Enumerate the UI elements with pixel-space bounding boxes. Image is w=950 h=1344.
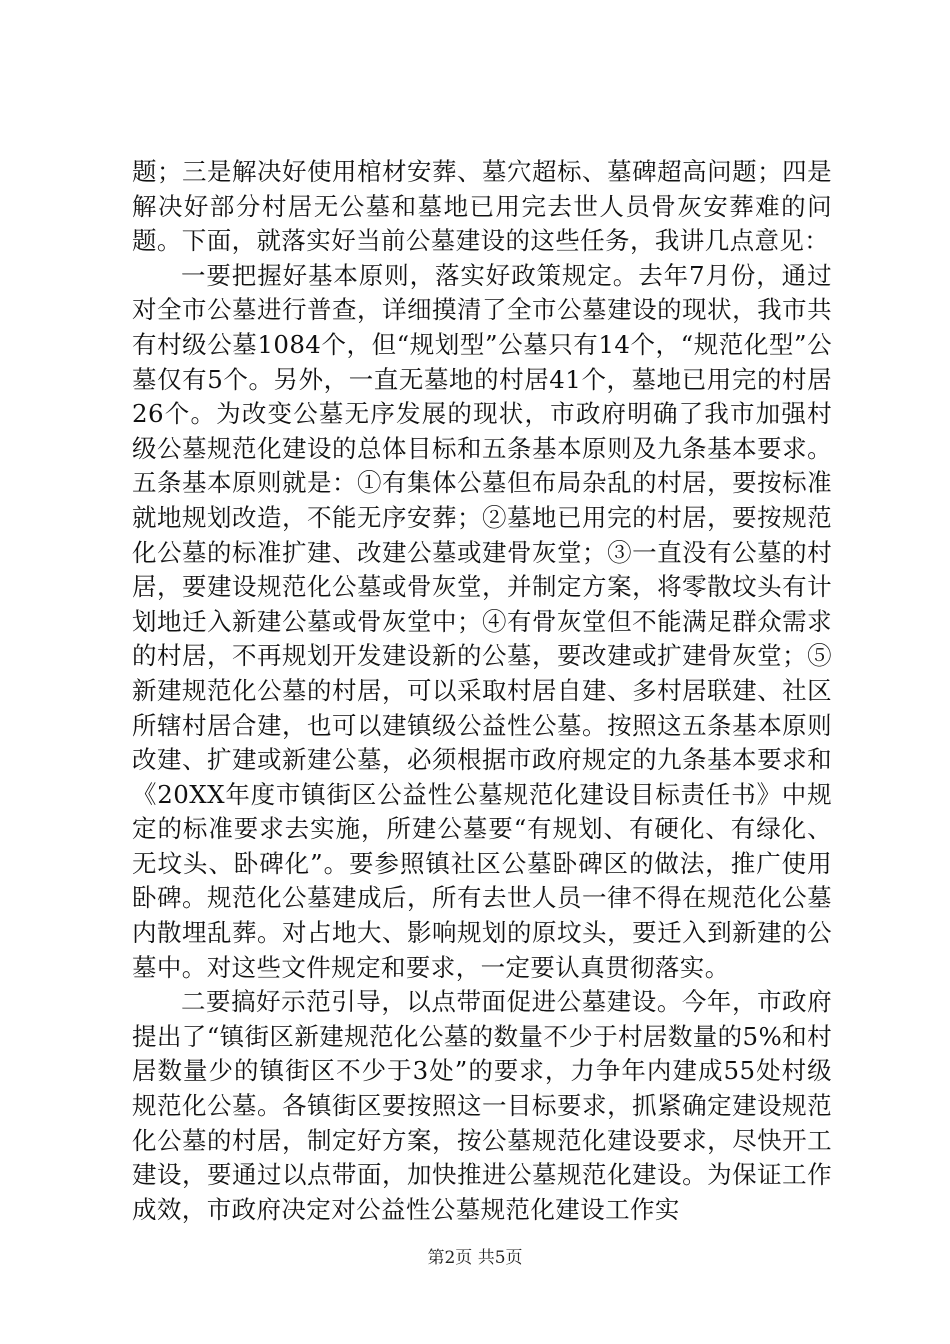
page-footer xyxy=(0,1243,950,1268)
paragraph-continued: 题；三是解决好使用棺材安葬、墓穴超标、墓碑超高问题；四是解决好部分村居无公墓和墓地已用完去世人员骨灰安葬难的问题。下面，就落实好当前公墓建设的这些任务，我讲几点意见： xyxy=(132,157,832,256)
paragraph-demonstration: 二要搞好示范引导，以点带面促进公墓建设。今年，市政府提出了“镇街区新建规范化公墓的数量不少于村居数量的5%和村居数量少的镇街区不少于3处”的要求，力争年内建成55处村级规范化公墓。各镇街区要按照这一目标要求，抓紧确定建设规范化公墓的村居，制定好方案，按公墓规范化建设要求，尽快开工建设，要通过以点带面，加快推进公墓规范化建设。为保证工作成效，市政府决定对公益性公墓规范化建设工作实 xyxy=(132,987,832,1224)
paragraph-principles: 一要把握好基本原则，落实好政策规定。去年7月份，通过对全市公墓进行普查，详细摸清了全市公墓建设的现状，我市共有村级公墓1084个，但“规划型”公墓只有14个，“规范化型”公墓仅有5个。另外，一直无墓地的村居41个，墓地已用完的村居26个。为改变公墓无序发展的现状，市政府明确了我市加强村级公墓规范化建设的总体目标和五条基本原则及九条基本要求。五条基本原则就是：①有集体公墓但布局杂乱的村居，要按标准就地规划改造，不能无序安葬；②墓地已用完的村居，要按规范化公墓的标准扩建、改建公墓或建骨灰堂；③一直没有公墓的村居，要建设规范化公墓或骨灰堂，并制定方案，将零散坟头有计划地迁入新建公墓或骨灰堂中；④有骨灰堂但不能满足群众需求的村居，不再规划开发建设新的公墓，要改建或扩建骨灰堂；⑤新建规范化公墓的村居，可以采取村居自建、多村居联建、社区所辖村居合建，也可以建镇级公益性公墓。按照这五条基本原则改建、扩建或新建公墓，必须根据市政府规定的九条基本要求和《20XX年度市镇街区公益性公墓规范化建设目标责任书》中规定的标准要求去实施，所建公墓要“有规划、有硬化、有绿化、无坟头、卧碑化”。要参照镇社区公墓卧碑区的做法，推广使用卧碑。规范化公墓建成后，所有去世人员一律不得在规范化公墓内散埋乱葬。对占地大、影响规划的原坟头，要迁入到新建的公墓中。对这些文件规定和要求，一定要认真贯彻落实。 xyxy=(132,260,832,982)
page-number: 第2页 共5页 xyxy=(427,1248,523,1268)
body-text xyxy=(132,155,832,1227)
